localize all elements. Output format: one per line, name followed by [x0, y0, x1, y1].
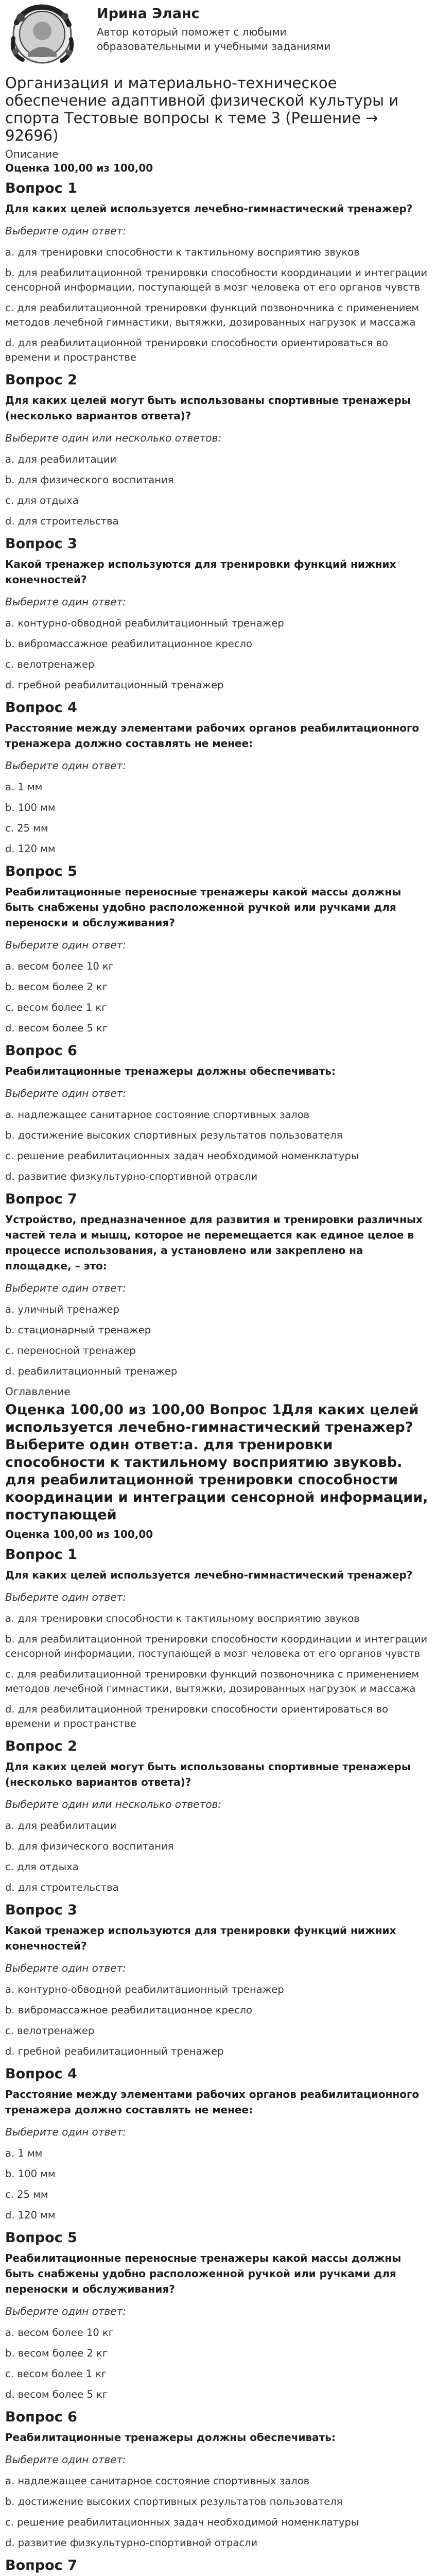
question-text: Для каких целей могут быть использованы спортивные тренажеры (несколько вариантов ответа)?: [5, 394, 411, 422]
answer-hint: Выберите один ответ:: [5, 596, 127, 608]
answer-hint: Выберите один ответ:: [5, 1962, 127, 1974]
answer-option: b. стационарный тренажер: [5, 1324, 151, 1336]
answer-option: a. для реабилитации: [5, 453, 117, 465]
toc-label: Оглавление: [5, 1385, 71, 1398]
answer-option: d. реабилитационный тренажер: [5, 1365, 178, 1377]
answer-option: a. весом более 10 кг: [5, 960, 114, 972]
answer-hint: Выберите один ответ:: [5, 2453, 127, 2466]
answer-option: a. уличный тренажер: [5, 1303, 119, 1315]
question-text: Реабилитационные тренажеры должны обеспечивать:: [5, 1065, 336, 1077]
question-number: Вопрос 4: [5, 2066, 77, 2082]
answer-option: b. для реабилитационной тренировки способности координации и интеграции сенсорной информации, поступающей в мозг человека от его органов чувств: [5, 267, 428, 293]
answer-option: c. для отдыха: [5, 495, 79, 506]
question-block: [5, 1190, 430, 1379]
answer-option: d. весом более 5 кг: [5, 2388, 108, 2400]
question-number: Вопрос 7: [5, 1191, 77, 1207]
toc-heading: Оценка 100,00 из 100,00 Вопрос 1Для каких целей используется лечебно-гимнастический тренажер?Выберите один ответ:a. для тренировки способности к тактильному восприятию звуковb. для реабилитационной тренировки способности координации и интеграции сенсорной информации, поступающей: [5, 1402, 428, 1523]
answer-hint: Выберите один ответ:: [5, 2126, 127, 2138]
answer-option: c. решение реабилитационных задач необходимой номенклатуры: [5, 1150, 359, 1162]
question-number: Вопрос 1: [5, 1547, 77, 1563]
author-info: [97, 2, 385, 54]
question-text: Реабилитационные тренажеры должны обеспечивать:: [5, 2431, 336, 2444]
answer-option: c. велотренажер: [5, 658, 95, 670]
question-text: Для каких целей используется лечебно-гимнастический тренажер?: [5, 1569, 413, 1581]
question-text: Какой тренажер используются для тренировки функций нижних конечностей?: [5, 1924, 396, 1952]
author-header: [5, 0, 430, 66]
question-block: [5, 1737, 430, 1895]
answer-option: b. вибромассажное реабилитационное кресло: [5, 638, 253, 650]
question-block: [5, 1546, 430, 1731]
question-block: [5, 1901, 430, 2059]
answer-option: b. для реабилитационной тренировки способности координации и интеграции сенсорной информации, поступающей в мозг человека от его органов чувств: [5, 1633, 428, 1659]
question-block: [5, 699, 430, 856]
answer-option: d. для реабилитационной тренировки способности ориентироваться во времени и пространстве: [5, 1703, 389, 1730]
question-text: Расстояние между элементами рабочих органов реабилитационного тренажера должно составлять не менее:: [5, 722, 420, 750]
answer-option: c. переносной тренажер: [5, 1345, 136, 1357]
answer-hint: Выберите один или несколько ответов:: [5, 432, 222, 444]
answer-option: c. для реабилитационной тренировки функций позвоночника с применением методов лечебной гимнастики, вытяжки, дозированных нагрузок и массажа: [5, 302, 420, 328]
questions-list-repeat: [5, 1546, 430, 2576]
page-title: Организация и материально-техническое обеспечение адаптивной физической культуры и спорта Тестовые вопросы к теме 3 (Решение → 92696): [5, 74, 399, 144]
answer-hint: Выберите один ответ:: [5, 1591, 127, 1603]
answer-option: a. весом более 10 кг: [5, 2327, 114, 2338]
question-text: Реабилитационные переносные тренажеры какой массы должны быть снабжены удобно расположенной ручкой или ручками для переноски и обслуживания?: [5, 2252, 402, 2295]
question-number: Вопрос 1: [5, 180, 77, 196]
question-text: Для каких целей используется лечебно-гимнастический тренажер?: [5, 202, 413, 215]
answer-option: a. контурно-обводной реабилитационный тренажер: [5, 617, 284, 629]
question-text: Реабилитационные переносные тренажеры какой массы должны быть снабжены удобно расположенной ручкой или ручками для переноски и обслуживания?: [5, 886, 402, 929]
answer-option: b. весом более 2 кг: [5, 981, 108, 993]
question-number: Вопрос 3: [5, 1902, 77, 1918]
answer-hint: Выберите один или несколько ответов:: [5, 1798, 222, 1810]
answer-option: b. для физического воспитания: [5, 474, 174, 486]
answer-option: b. достижение высоких спортивных результатов пользователя: [5, 1129, 343, 1141]
answer-option: c. 25 мм: [5, 2189, 48, 2200]
question-block: [5, 2408, 430, 2550]
answer-option: d. весом более 5 кг: [5, 1022, 108, 1034]
answer-option: d. для строительства: [5, 1882, 119, 1893]
answer-hint: Выберите один ответ:: [5, 1087, 127, 1099]
question-number: Вопрос 4: [5, 700, 77, 716]
answer-option: a. надлежащее санитарное состояние спортивных залов: [5, 2475, 310, 2487]
answer-option: c. для отдыха: [5, 1861, 79, 1873]
question-text: Какой тренажер используются для тренировки функций нижних конечностей?: [5, 558, 396, 586]
answer-hint: Выберите один ответ:: [5, 2305, 127, 2317]
answer-option: c. весом более 1 кг: [5, 2368, 107, 2380]
answer-option: d. для реабилитационной тренировки способности ориентироваться во времени и пространстве: [5, 337, 389, 363]
question-block: [5, 535, 430, 692]
answer-option: a. для тренировки способности к тактильному восприятию звуков: [5, 1613, 360, 1624]
score-repeat: Оценка 100,00 из 100,00: [5, 1528, 153, 1540]
answer-hint: Выберите один ответ:: [5, 939, 127, 951]
answer-option: c. решение реабилитационных задач необходимой номенклатуры: [5, 2516, 359, 2528]
question-number: Вопрос 7: [5, 2557, 77, 2573]
answer-option: c. велотренажер: [5, 2025, 95, 2037]
answer-option: d. развитие физкультурно-спортивной отрасли: [5, 2537, 258, 2549]
answer-option: b. достижение высоких спортивных результатов пользователя: [5, 2496, 343, 2507]
question-number: Вопрос 3: [5, 536, 77, 552]
question-block: [5, 371, 430, 529]
answer-option: d. 120 мм: [5, 843, 56, 855]
question-number: Вопрос 2: [5, 372, 77, 388]
author-description: Автор который поможет с любыми образовательными и учебными заданиями: [97, 26, 331, 53]
answer-hint: Выберите один ответ:: [5, 759, 127, 772]
answer-option: a. для тренировки способности к тактильному восприятию звуков: [5, 246, 360, 258]
author-avatar-icon: [5, 2, 77, 66]
answer-option: c. весом более 1 кг: [5, 1002, 107, 1013]
answer-hint: Выберите один ответ:: [5, 225, 127, 237]
answer-option: d. развитие физкультурно-спортивной отрасли: [5, 1171, 258, 1182]
answer-option: b. 100 мм: [5, 2168, 56, 2180]
answer-option: d. для строительства: [5, 515, 119, 527]
question-block: [5, 2229, 430, 2402]
answer-option: c. 25 мм: [5, 822, 48, 834]
answer-option: c. для реабилитационной тренировки функций позвоночника с применением методов лечебной гимнастики, вытяжки, дозированных нагрузок и массажа: [5, 1668, 420, 1694]
answer-option: b. 100 мм: [5, 802, 56, 814]
score: Оценка 100,00 из 100,00: [5, 162, 153, 174]
question-block: [5, 1042, 430, 1184]
answer-option: d. 120 мм: [5, 2209, 56, 2221]
question-block: [5, 2556, 430, 2576]
author-name[interactable]: Ирина Эланс: [97, 6, 200, 22]
question-block: [5, 2065, 430, 2223]
answer-option: d. гребной реабилитационный тренажер: [5, 2045, 224, 2057]
question-block: [5, 862, 430, 1036]
question-text: Для каких целей могут быть использованы спортивные тренажеры (несколько вариантов ответа)?: [5, 1760, 411, 1788]
question-number: Вопрос 6: [5, 2409, 77, 2425]
question-number: Вопрос 5: [5, 2230, 77, 2246]
answer-option: a. 1 мм: [5, 2147, 43, 2159]
answer-option: b. вибромассажное реабилитационное кресло: [5, 2004, 253, 2016]
description-label: Описание: [5, 148, 59, 160]
question-number: Вопрос 6: [5, 1043, 77, 1059]
question-number: Вопрос 5: [5, 863, 77, 879]
answer-option: a. надлежащее санитарное состояние спортивных залов: [5, 1109, 310, 1121]
answer-option: b. весом более 2 кг: [5, 2347, 108, 2359]
question-text: Расстояние между элементами рабочих органов реабилитационного тренажера должно составлять не менее:: [5, 2088, 420, 2116]
answer-option: a. для реабилитации: [5, 1820, 117, 1832]
question-block: [5, 179, 430, 365]
answer-option: a. 1 мм: [5, 781, 43, 793]
answer-option: b. для физического воспитания: [5, 1840, 174, 1852]
question-number: Вопрос 2: [5, 1738, 77, 1754]
answer-hint: Выберите один ответ:: [5, 1282, 127, 1294]
answer-option: a. контурно-обводной реабилитационный тренажер: [5, 1984, 284, 1995]
question-text: Устройство, предназначенное для развития и тренировки различных частей тела и мышц, которое не перемещается как единое целое в процессе использования, а установлено или закреплено на площадке, – это:: [5, 1213, 423, 1272]
questions-list: [5, 179, 430, 1379]
answer-option: d. гребной реабилитационный тренажер: [5, 679, 224, 691]
